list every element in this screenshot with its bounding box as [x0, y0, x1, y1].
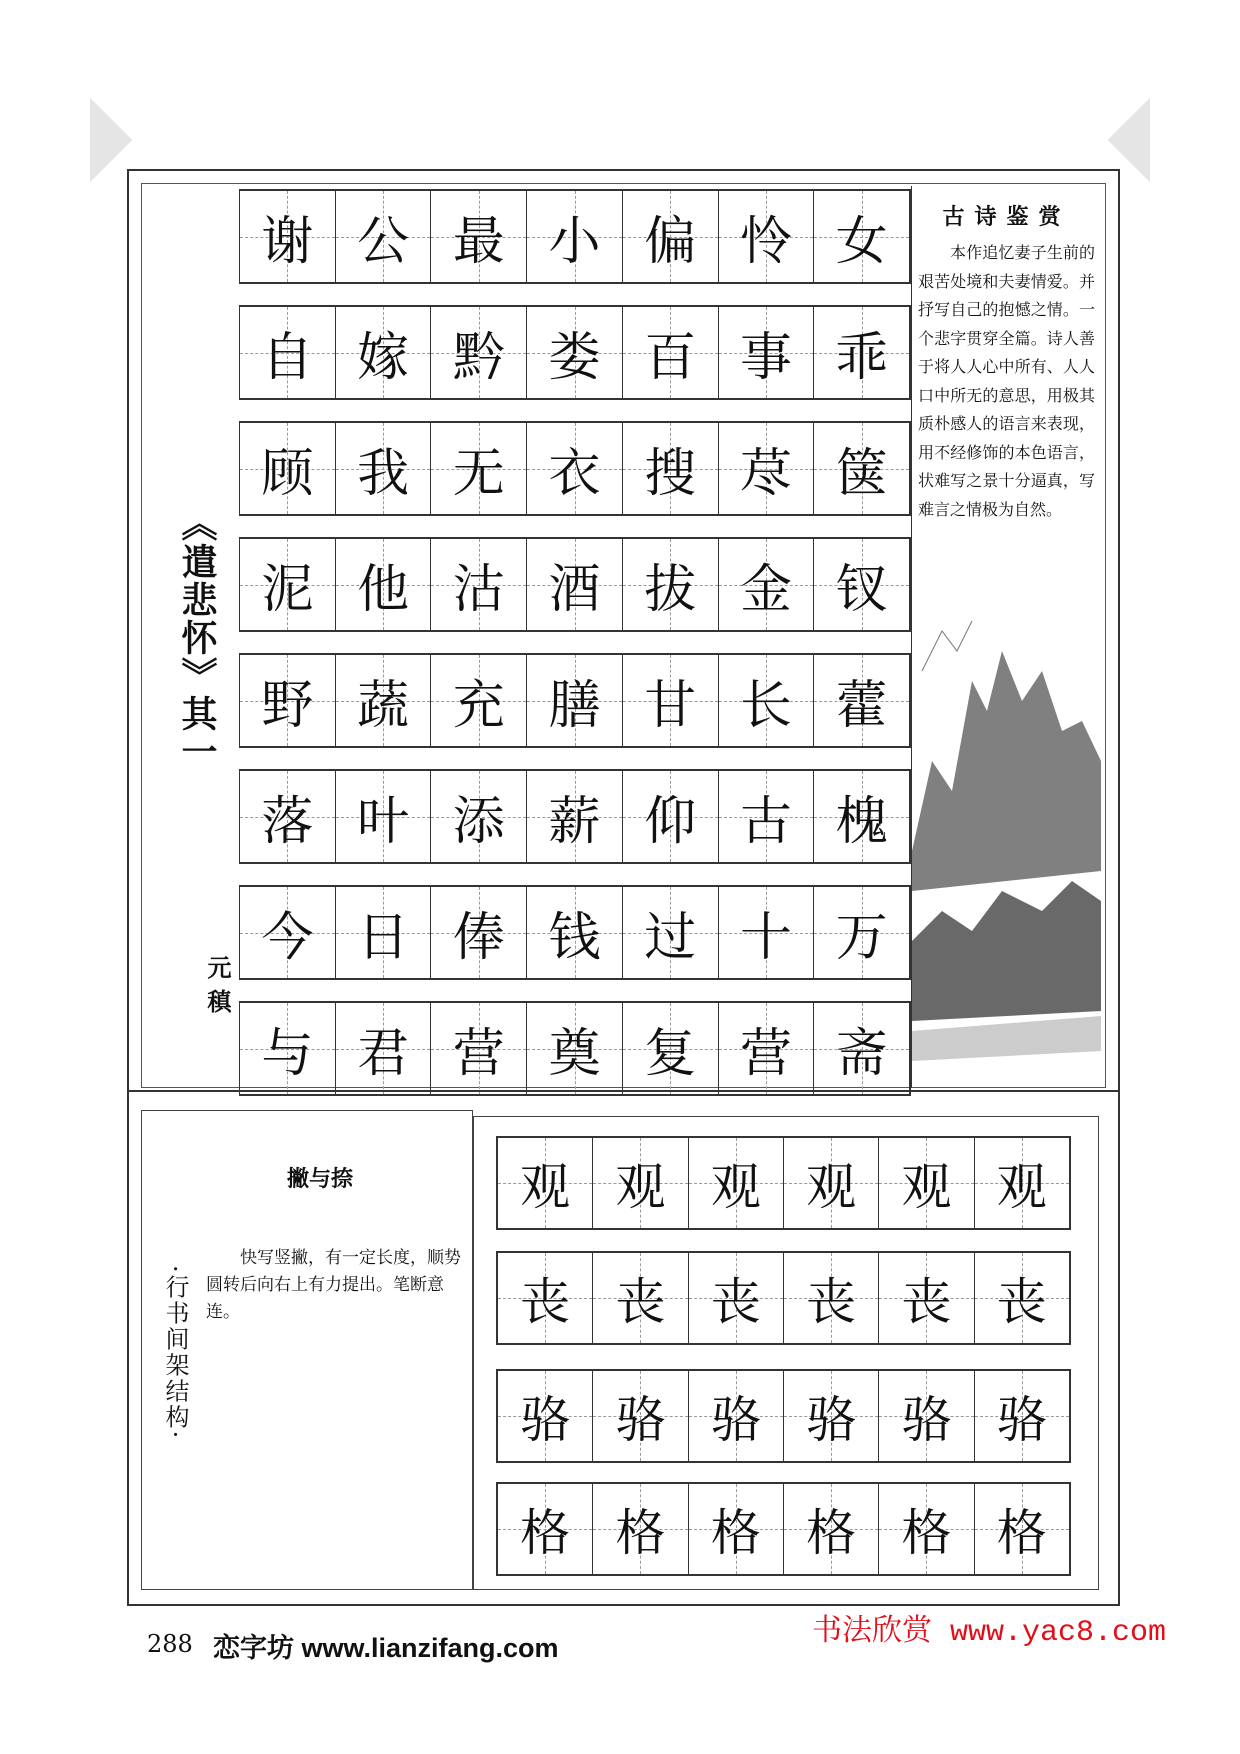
- poem-char: 奠: [548, 1024, 601, 1084]
- poem-row: [239, 653, 911, 748]
- poem-char: 万: [835, 908, 888, 968]
- practice-char-cell: [498, 1371, 593, 1461]
- poem-char: 偏: [644, 212, 697, 272]
- poem-row: [239, 189, 911, 284]
- poem-char: 蔬: [357, 676, 410, 736]
- poem-char: 与: [261, 1024, 314, 1084]
- practice-char-cell: [689, 1253, 784, 1343]
- practice-char-cell: [593, 1138, 688, 1228]
- poem-char: 谢: [261, 212, 314, 272]
- practice-char: 丧: [901, 1273, 952, 1331]
- poem-char-cell: [527, 887, 623, 978]
- poem-char-cell: [336, 1003, 432, 1094]
- poem-char-cell: [814, 887, 909, 978]
- poem-char: 拔: [644, 560, 697, 620]
- poem-char: 俸: [452, 908, 505, 968]
- poem-char-cell: [527, 655, 623, 746]
- poem-char: 仰: [644, 792, 697, 852]
- poem-char: 衣: [548, 444, 601, 504]
- practice-char-cell: [689, 1138, 784, 1228]
- poem-char-cell: [719, 655, 815, 746]
- poem-char: 乖: [835, 328, 888, 388]
- poem-char-cell: [431, 887, 527, 978]
- practice-char: 格: [996, 1504, 1047, 1562]
- poem-char-cell: [240, 191, 336, 282]
- poem-char: 自: [261, 328, 314, 388]
- poem-char-cell: [431, 423, 527, 514]
- practice-char: 骆: [520, 1391, 571, 1449]
- poem-char: 钗: [835, 560, 888, 620]
- practice-char: 观: [806, 1158, 857, 1216]
- practice-char: 观: [901, 1158, 952, 1216]
- practice-char-cell: [975, 1484, 1069, 1574]
- practice-char: 丧: [710, 1273, 761, 1331]
- practice-char: 骆: [996, 1391, 1047, 1449]
- poem-char-cell: [240, 1003, 336, 1094]
- poem-char-cell: [814, 191, 909, 282]
- poem-row: [239, 421, 911, 516]
- poem-char-cell: [336, 771, 432, 862]
- poem-char: 营: [739, 1024, 792, 1084]
- poem-row: [239, 1001, 911, 1096]
- publisher-logo: 恋字坊 www.lianzifang.com: [213, 1633, 559, 1663]
- poem-char-cell: [527, 191, 623, 282]
- poem-char: 事: [739, 328, 792, 388]
- practice-char: 丧: [806, 1273, 857, 1331]
- practice-char-cell: [689, 1484, 784, 1574]
- poem-char-cell: [814, 655, 909, 746]
- poem-char-cell: [527, 771, 623, 862]
- poem-char-cell: [240, 423, 336, 514]
- practice-char: 丧: [520, 1273, 571, 1331]
- poem-char: 女: [835, 212, 888, 272]
- poem-char-cell: [431, 539, 527, 630]
- poem-char: 过: [644, 908, 697, 968]
- poem-char: 他: [357, 560, 410, 620]
- practice-row: [496, 1251, 1071, 1345]
- page-corner-fold: [48, 98, 133, 183]
- poem-char-cell: [431, 191, 527, 282]
- practice-char-cell: [593, 1371, 688, 1461]
- poem-char-cell: [814, 307, 909, 398]
- poem-char: 营: [452, 1024, 505, 1084]
- lesson-section-title: ·行书间架结构·: [161, 1265, 189, 1441]
- poem-char-cell: [719, 191, 815, 282]
- practice-char: 格: [710, 1504, 761, 1562]
- poem-char: 膳: [548, 676, 601, 736]
- lesson-heading: 撇与捺: [286, 1167, 353, 1192]
- practice-char-cell: [498, 1484, 593, 1574]
- poem-char: 古: [739, 792, 792, 852]
- poem-author: 元稹: [203, 955, 232, 1023]
- landscape-illustration: [912, 611, 1101, 1081]
- practice-char-cell: [784, 1484, 879, 1574]
- poem-char-cell: [623, 539, 719, 630]
- practice-char-cell: [975, 1253, 1069, 1343]
- practice-char: 丧: [996, 1273, 1047, 1331]
- practice-char: 观: [710, 1158, 761, 1216]
- poem-char-cell: [336, 191, 432, 282]
- poem-char: 今: [261, 908, 314, 968]
- poem-char-cell: [623, 655, 719, 746]
- poem-char-cell: [719, 423, 815, 514]
- poem-char: 箧: [835, 444, 888, 504]
- practice-char: 观: [615, 1158, 666, 1216]
- practice-char-cell: [593, 1253, 688, 1343]
- poem-char: 荩: [739, 444, 792, 504]
- poem-title: 《遣悲怀》其一: [176, 505, 218, 771]
- practice-char-cell: [784, 1371, 879, 1461]
- poem-row: [239, 769, 911, 864]
- practice-char: 观: [996, 1158, 1047, 1216]
- poem-char-cell: [623, 307, 719, 398]
- poem-char: 槐: [835, 792, 888, 852]
- poem-char: 十: [739, 908, 792, 968]
- poem-char: 小: [548, 212, 601, 272]
- poem-char-cell: [814, 423, 909, 514]
- poem-char: 金: [739, 560, 792, 620]
- lesson-text: 快写竖撇，有一定长度，顺势圆转后向右上有力提出。笔断意连。: [206, 1248, 461, 1322]
- poem-char-cell: [527, 539, 623, 630]
- practice-char-cell: [975, 1138, 1069, 1228]
- practice-char: 格: [901, 1504, 952, 1562]
- poem-char: 沽: [452, 560, 505, 620]
- poem-char: 最: [452, 212, 505, 272]
- poem-char-cell: [431, 1003, 527, 1094]
- poem-char-cell: [719, 887, 815, 978]
- poem-char: 酒: [548, 560, 601, 620]
- poem-char-cell: [623, 191, 719, 282]
- practice-char: 格: [615, 1504, 666, 1562]
- poem-char-cell: [719, 771, 815, 862]
- poem-char-cell: [240, 655, 336, 746]
- page-number: 288: [147, 1630, 193, 1658]
- poem-char: 百: [644, 328, 697, 388]
- poem-char: 长: [739, 676, 792, 736]
- poem-char-cell: [336, 423, 432, 514]
- page-corner-fold: [1108, 98, 1193, 183]
- practice-row: [496, 1482, 1071, 1576]
- poem-char-cell: [623, 423, 719, 514]
- poem-char: 娄: [548, 328, 601, 388]
- practice-char: 骆: [615, 1391, 666, 1449]
- poem-char: 无: [452, 444, 505, 504]
- poem-char: 君: [357, 1024, 410, 1084]
- practice-char: 观: [520, 1158, 571, 1216]
- poem-char: 黔: [452, 328, 505, 388]
- practice-row: [496, 1369, 1071, 1463]
- poem-char: 我: [357, 444, 410, 504]
- appreciation-heading: 古诗鉴赏: [942, 205, 1071, 230]
- section-divider: [127, 1090, 1120, 1092]
- poem-row: [239, 885, 911, 980]
- practice-char: 格: [806, 1504, 857, 1562]
- poem-char: 薪: [548, 792, 601, 852]
- poem-char-cell: [336, 539, 432, 630]
- poem-char: 复: [644, 1024, 697, 1084]
- poem-char: 泥: [261, 560, 314, 620]
- practice-char-cell: [879, 1138, 974, 1228]
- practice-char: 丧: [615, 1273, 666, 1331]
- poem-char: 甘: [644, 676, 697, 736]
- poem-char-cell: [240, 771, 336, 862]
- practice-char-cell: [498, 1138, 593, 1228]
- practice-char-cell: [498, 1253, 593, 1343]
- practice-char: 骆: [901, 1391, 952, 1449]
- poem-row: [239, 537, 911, 632]
- poem-char-cell: [240, 307, 336, 398]
- poem-char-cell: [623, 771, 719, 862]
- poem-char-cell: [431, 307, 527, 398]
- poem-char-cell: [814, 539, 909, 630]
- practice-char-cell: [975, 1371, 1069, 1461]
- poem-char: 添: [452, 792, 505, 852]
- practice-char: 骆: [710, 1391, 761, 1449]
- poem-char-cell: [527, 423, 623, 514]
- practice-char-cell: [593, 1484, 688, 1574]
- poem-char-cell: [527, 1003, 623, 1094]
- poem-char: 叶: [357, 792, 410, 852]
- practice-char: 格: [520, 1504, 571, 1562]
- poem-char-cell: [719, 307, 815, 398]
- practice-char-cell: [689, 1371, 784, 1461]
- poem-char-cell: [431, 655, 527, 746]
- poem-char: 怜: [739, 212, 792, 272]
- poem-char-cell: [431, 771, 527, 862]
- appreciation-text: 本作追忆妻子生前的艰苦处境和夫妻情爱。并抒写自己的抱憾之情。一个悲字贯穿全篇。诗人善于将人人心中所有、人人口中所无的意思，用极其质朴感人的语言来表现，用不经修饰的本色语言，状难写之景十分逼真，写难言之情极为自然。: [918, 243, 1095, 519]
- practice-char-cell: [879, 1484, 974, 1574]
- practice-char-cell: [784, 1138, 879, 1228]
- poem-char: 顾: [261, 444, 314, 504]
- poem-char-cell: [527, 307, 623, 398]
- poem-char: 落: [261, 792, 314, 852]
- poem-char-cell: [336, 887, 432, 978]
- poem-char: 斋: [835, 1024, 888, 1084]
- practice-char: 骆: [806, 1391, 857, 1449]
- poem-char: 充: [452, 676, 505, 736]
- poem-char: 藿: [835, 676, 888, 736]
- poem-char-cell: [623, 887, 719, 978]
- poem-char: 公: [357, 212, 410, 272]
- poem-char: 嫁: [357, 328, 410, 388]
- poem-char-cell: [623, 1003, 719, 1094]
- practice-char-cell: [879, 1253, 974, 1343]
- poem-char: 搜: [644, 444, 697, 504]
- appreciation-panel: [911, 186, 1101, 1088]
- poem-char-cell: [240, 887, 336, 978]
- poem-char: 野: [261, 676, 314, 736]
- poem-char-cell: [719, 539, 815, 630]
- poem-char-cell: [814, 771, 909, 862]
- practice-char-cell: [784, 1253, 879, 1343]
- poem-row: [239, 305, 911, 400]
- practice-char-cell: [879, 1371, 974, 1461]
- watermark: 书法欣赏 www.yac8.com: [812, 1616, 1167, 1650]
- poem-char-cell: [336, 307, 432, 398]
- practice-row: [496, 1136, 1071, 1230]
- poem-char-cell: [814, 1003, 909, 1094]
- poem-char-cell: [719, 1003, 815, 1094]
- poem-char: 钱: [548, 908, 601, 968]
- poem-char-cell: [240, 539, 336, 630]
- poem-char: 日: [357, 908, 410, 968]
- poem-char-cell: [336, 655, 432, 746]
